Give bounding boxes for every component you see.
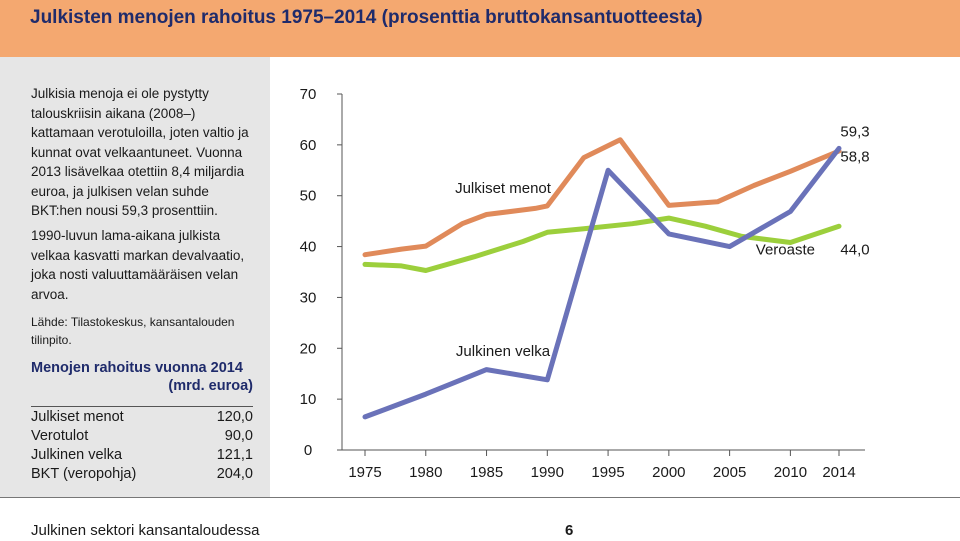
data-point <box>364 263 366 265</box>
data-point <box>546 379 548 381</box>
x-tick-label: 1990 <box>530 464 564 481</box>
y-tick-label: 50 <box>299 187 317 205</box>
footer-divider <box>0 497 960 498</box>
data-point <box>668 233 670 235</box>
x-tick-label: 1975 <box>348 464 382 481</box>
series-label-julkiset-menot: Julkiset menot <box>455 180 551 198</box>
intro-paragraph: Julkisia menoja ei ole pystytty talouskriisin aikana (2008–) kattamaan verotuloilla, joten valtio ja kunnat ovat velkaantuneet. Vuonna 2013 lisävelkaa otettiin 8,4 miljardia euroa, ja julkisen velan suhde BKT:hen nousi 59,3 prosenttiin. <box>31 86 249 218</box>
data-point <box>789 210 791 212</box>
data-point <box>400 248 402 250</box>
recession-paragraph: 1990-luvun lama-aikana julkista velkaa kasvatti markan devalvaatio, joka nosti valuuttamääräisen velan arvoa. <box>31 228 245 302</box>
data-point <box>425 393 427 395</box>
row-value: 90,0 <box>224 428 253 444</box>
x-tick-label: 2010 <box>773 464 808 481</box>
data-point <box>753 184 755 186</box>
y-tick-label: 40 <box>299 238 317 256</box>
x-tick-label: 1980 <box>409 464 443 481</box>
source-note: Lähde: Tilastokeskus, kansantalouden tilinpito. <box>31 315 235 347</box>
end-value-label-veroaste: 44,0 <box>840 241 870 259</box>
data-point <box>364 254 366 256</box>
series-label-julkinen-velka: Julkinen velka <box>455 342 551 360</box>
table-title-line2: (mrd. euroa) <box>168 378 253 394</box>
data-point <box>473 256 475 258</box>
y-tick-label: 20 <box>299 340 317 358</box>
title-banner <box>0 0 960 57</box>
y-tick-label: 60 <box>299 136 317 154</box>
x-tick-label: 1985 <box>469 464 504 481</box>
data-point <box>485 368 487 370</box>
page-number: 6 <box>565 522 574 539</box>
row-label: Julkinen velka <box>31 447 123 463</box>
footer-text: Julkinen sektori kansantaloudessa <box>31 522 260 539</box>
data-point <box>546 205 548 207</box>
data-point <box>668 217 670 219</box>
data-point <box>400 265 402 267</box>
row-value: 120,0 <box>216 409 253 425</box>
data-point <box>485 213 487 215</box>
x-tick-label: 2005 <box>712 464 747 481</box>
y-tick-label: 70 <box>299 86 317 103</box>
y-tick-label: 0 <box>303 442 313 459</box>
y-tick-label: 10 <box>299 391 317 409</box>
data-point <box>716 201 718 203</box>
data-point <box>546 231 548 233</box>
data-point <box>789 170 791 172</box>
row-label: BKT (veropohja) <box>31 466 137 482</box>
row-label: Julkiset menot <box>31 409 124 425</box>
data-point <box>461 223 463 225</box>
row-value: 204,0 <box>216 466 253 482</box>
table-row <box>31 466 253 482</box>
y-tick-label: 30 <box>299 289 317 307</box>
table-row <box>31 406 253 425</box>
table-row <box>31 447 253 463</box>
table-title <box>31 359 253 395</box>
info-sidebar <box>0 57 270 497</box>
table-row <box>31 428 253 444</box>
data-point <box>668 204 670 206</box>
line-chart <box>270 57 960 497</box>
series-line <box>365 148 839 417</box>
end-value-label-menot: 58,8 <box>840 148 870 166</box>
x-tick-label: 1995 <box>591 464 625 481</box>
table-title-line1: Menojen rahoitus vuonna 2014 <box>31 360 243 376</box>
data-point <box>583 228 585 230</box>
data-point <box>364 416 366 418</box>
x-tick-label: 2014 <box>822 464 856 481</box>
data-point <box>425 245 427 247</box>
data-point <box>619 139 621 141</box>
row-label: Verotulot <box>31 428 89 444</box>
x-tick-label: 2000 <box>652 464 686 481</box>
data-point <box>583 156 585 158</box>
data-point <box>704 225 706 227</box>
data-point <box>838 225 840 227</box>
data-point <box>728 245 730 247</box>
series-label-veroaste: Veroaste <box>755 241 815 259</box>
data-point <box>425 269 427 271</box>
end-value-label-velka: 59,3 <box>840 123 870 141</box>
row-value: 121,1 <box>216 447 253 463</box>
data-point <box>522 240 524 242</box>
data-point <box>534 207 536 209</box>
page-title: Julkisten menojen rahoitus 1975–2014 (prosenttia bruttokansantuotteesta) <box>30 7 703 28</box>
data-point <box>607 169 609 171</box>
data-point <box>631 223 633 225</box>
